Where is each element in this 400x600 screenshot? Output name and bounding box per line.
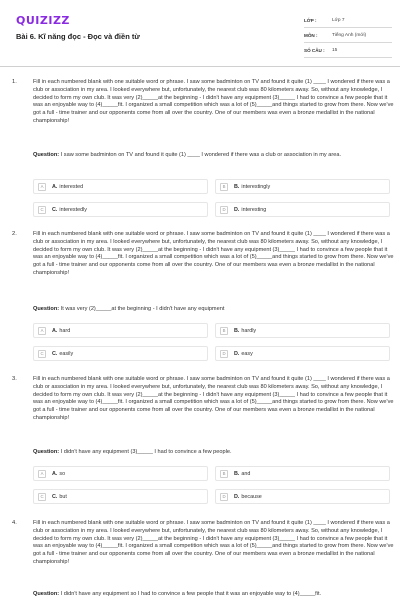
question-prompt bbox=[33, 152, 395, 160]
question-prompt bbox=[33, 591, 395, 599]
question-passage: Fill in each numbered blank with one suitable word or phrase. I saw some badminton on TV and found it quite (1) ____ I wondered if there was a club or association in my area. I looked everywhere but, unfortunately, the nearest club was 80 kilometers away. So, without any knowledge, I decided to form my own club. It was very (2)_____at the beginning - I didn't have any equipment (3)_____ I had to convince a few people that it was an enjoyable way to (4)_____fit. I organized a small competition which was a lot of (5)_____and things started to grow from there. Now we've got a full - time trainer and our opponents come from all over the country. One of our members was even a bronze medallist in the national championship! bbox=[33, 376, 394, 421]
question-text: It was very (2)_____at the beginning - I didn't have any equipment bbox=[60, 306, 225, 312]
question-text: I didn't have any equipment so I had to convince a few people that it was an enjoyable way to (4)_____fit. bbox=[60, 591, 322, 597]
option-key-box: A bbox=[38, 183, 46, 191]
option-a[interactable] bbox=[33, 179, 208, 194]
option-key-box: D bbox=[220, 206, 228, 214]
meta-value: Lớp 7 bbox=[332, 17, 345, 23]
option-letter: C. bbox=[52, 206, 58, 213]
option-key-box: B bbox=[220, 470, 228, 478]
option-text: because bbox=[241, 493, 262, 500]
question-prompt bbox=[33, 449, 395, 457]
question-number: 3. bbox=[12, 376, 17, 382]
option-key-box: C bbox=[38, 206, 46, 214]
question-passage: Fill in each numbered blank with one suitable word or phrase. I saw some badminton on TV and found it quite (1) ____ I wondered if there was a club or association in my area. I looked everywhere but, unfortunately, the nearest club was 80 kilometers away. So, without any knowledge, I decided to form my own club. It was very (2)_____at the beginning - I didn't have any equipment (3)_____ I had to convince a few people that it was an enjoyable way to (4)_____fit. I organized a small competition which was a lot of (5)_____and things started to grow from there. Now we've got a full - time trainer and our opponents come from all over the country. One of our members was even a bronze medallist in the national championship! bbox=[33, 79, 394, 124]
question-4 bbox=[12, 520, 396, 600]
option-text: interestingly bbox=[241, 183, 271, 190]
option-letter: B. bbox=[234, 327, 240, 334]
option-c[interactable] bbox=[33, 346, 208, 361]
option-b[interactable] bbox=[215, 179, 390, 194]
option-letter: B. bbox=[234, 183, 240, 190]
option-key-box: B bbox=[220, 183, 228, 191]
quizizz-logo: QUIZIZZ bbox=[16, 14, 70, 27]
question-number: 2. bbox=[12, 231, 17, 237]
meta-label: LỚP : bbox=[304, 17, 317, 23]
option-text: and bbox=[241, 470, 251, 477]
question-label: Question: bbox=[33, 591, 60, 597]
worksheet-header bbox=[0, 0, 400, 64]
question-2 bbox=[12, 231, 396, 361]
option-key-box: A bbox=[38, 470, 46, 478]
option-d[interactable] bbox=[215, 202, 390, 217]
option-key-box: C bbox=[38, 493, 46, 501]
option-c[interactable] bbox=[33, 489, 208, 504]
option-text: so bbox=[59, 470, 66, 477]
option-a[interactable] bbox=[33, 323, 208, 338]
option-text: interestedly bbox=[59, 206, 87, 213]
question-prompt bbox=[33, 306, 395, 314]
option-key-box: D bbox=[220, 350, 228, 358]
meta-row-class bbox=[304, 13, 392, 28]
question-number: 4. bbox=[12, 520, 17, 526]
question-label: Question: bbox=[33, 152, 60, 158]
option-letter: D. bbox=[234, 350, 240, 357]
option-text: easy bbox=[241, 350, 253, 357]
question-1 bbox=[12, 79, 396, 219]
question-3 bbox=[12, 376, 396, 506]
option-text: hard bbox=[59, 327, 71, 334]
option-d[interactable] bbox=[215, 489, 390, 504]
option-c[interactable] bbox=[33, 202, 208, 217]
meta-value: 15 bbox=[332, 47, 338, 53]
meta-row-subject bbox=[304, 28, 392, 43]
meta-value: Tiếng Anh (mới) bbox=[332, 32, 367, 38]
question-number: 1. bbox=[12, 79, 17, 85]
meta-row-count bbox=[304, 43, 392, 58]
option-key-box: B bbox=[220, 327, 228, 335]
option-key-box: C bbox=[38, 350, 46, 358]
meta-label: MÔN : bbox=[304, 32, 318, 38]
question-label: Question: bbox=[33, 449, 60, 455]
question-label: Question: bbox=[33, 306, 60, 312]
option-b[interactable] bbox=[215, 323, 390, 338]
question-text: I saw some badminton on TV and found it quite (1) ____ I wondered if there was a club or association in my area. bbox=[60, 152, 342, 158]
worksheet-meta bbox=[304, 13, 392, 58]
option-a[interactable] bbox=[33, 466, 208, 481]
option-text: interested bbox=[59, 183, 84, 190]
option-letter: D. bbox=[234, 493, 240, 500]
option-b[interactable] bbox=[215, 466, 390, 481]
option-letter: D. bbox=[234, 206, 240, 213]
option-d[interactable] bbox=[215, 346, 390, 361]
question-passage: Fill in each numbered blank with one suitable word or phrase. I saw some badminton on TV and found it quite (1) ____ I wondered if there was a club or association in my area. I looked everywhere but, unfortunately, the nearest club was 80 kilometers away. So, without any knowledge, I decided to form my own club. It was very (2)_____at the beginning - I didn't have any equipment (3)_____ I had to convince a few people that it was an enjoyable way to (4)_____fit. I organized a small competition which was a lot of (5)_____and things started to grow from there. Now we've got a full - time trainer and our opponents come from all over the country. One of our members was even a bronze medallist in the national championship! bbox=[33, 520, 394, 565]
option-text: interesting bbox=[241, 206, 267, 213]
option-text: easily bbox=[59, 350, 74, 357]
option-key-box: A bbox=[38, 327, 46, 335]
option-text: but bbox=[59, 493, 67, 500]
question-passage: Fill in each numbered blank with one suitable word or phrase. I saw some badminton on TV and found it quite (1) ____ I wondered if there was a club or association in my area. I looked everywhere but, unfortunately, the nearest club was 80 kilometers away. So, without any knowledge, I decided to form my own club. It was very (2)_____at the beginning - I didn't have any equipment (3)_____ I had to convince a few people that it was an enjoyable way to (4)_____fit. I organized a small competition which was a lot of (5)_____and things started to grow from there. Now we've got a full - time trainer and our opponents come from all over the country. One of our members was even a bronze medallist in the national championship! bbox=[33, 231, 394, 276]
option-letter: A. bbox=[52, 327, 58, 334]
option-letter: C. bbox=[52, 493, 58, 500]
meta-label: SỐ CÂU : bbox=[304, 47, 325, 53]
option-key-box: D bbox=[220, 493, 228, 501]
option-text: hardly bbox=[241, 327, 257, 334]
worksheet-title: Bài 6. Kĩ năng đọc - Đọc và điền từ bbox=[16, 32, 140, 41]
option-letter: A. bbox=[52, 470, 58, 477]
option-letter: B. bbox=[234, 470, 240, 477]
question-text: I didn't have any equipment (3)_____ I had to convince a few people. bbox=[60, 449, 232, 455]
option-letter: C. bbox=[52, 350, 58, 357]
header-divider bbox=[0, 66, 400, 67]
option-letter: A. bbox=[52, 183, 58, 190]
